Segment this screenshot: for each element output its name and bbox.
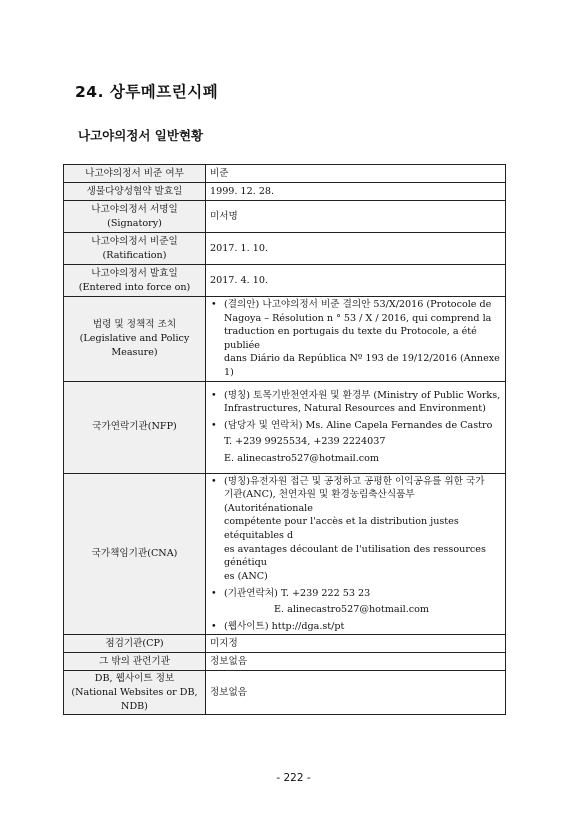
label-ko: DB, 웹사이트 정보 xyxy=(94,673,175,685)
table-row-ratification xyxy=(64,233,506,265)
row-value: 미서명 xyxy=(206,201,506,233)
section-title: 나고야의정서 일반현황 xyxy=(78,128,204,143)
label-en: (Ratification) xyxy=(102,249,167,261)
label-en: (National Websites or DB, NDB) xyxy=(71,686,198,712)
row-value: 2017. 1. 10. xyxy=(206,233,506,265)
row-label xyxy=(64,297,206,382)
table-row-legislative xyxy=(64,297,506,382)
list-item: • (명칭) 토목기반천연자원 및 환경부 (Ministry of Public Works, Infrastructures, Natural Resources and Environment) xyxy=(210,389,501,416)
table-row-status xyxy=(64,165,506,183)
row-value xyxy=(206,473,506,635)
label-ko: 나고야의정서 서명일 xyxy=(91,203,178,215)
nfp-email: E. alinecastro527@hotmail.com xyxy=(224,453,380,465)
row-label: 나고야의정서 비준 여부 xyxy=(64,165,206,183)
table-row-cp xyxy=(64,635,506,653)
label-en: (Signatory) xyxy=(107,217,162,229)
page-number: - 222 - xyxy=(276,772,311,784)
label-en: (Legislative and Policy xyxy=(79,333,190,345)
row-label: 국가연락기관(NFP) xyxy=(64,381,206,473)
row-label xyxy=(64,265,206,297)
row-label xyxy=(64,671,206,715)
row-label: 국가책임기관(CNA) xyxy=(64,473,206,635)
list-item: • (담당자 및 연락처) Ms. Aline Capela Fernandes de Castro xyxy=(210,419,501,433)
table-row-signatory xyxy=(64,201,506,233)
row-value: 2017. 4. 10. xyxy=(206,265,506,297)
row-label: 그 밖의 관련기관 xyxy=(64,653,206,671)
nfp-phone: T. +239 9925534, +239 2224037 xyxy=(224,436,386,448)
list-item: • (기관연락처) T. +239 222 53 23 xyxy=(210,587,501,601)
table-row-nfp xyxy=(64,381,506,473)
table-row-entry xyxy=(64,265,506,297)
row-value: 비준 xyxy=(206,165,506,183)
label-ko: 나고야의정서 비준일 xyxy=(91,235,178,247)
ratification-info-table xyxy=(63,164,506,715)
row-value xyxy=(206,381,506,473)
cna-email: E. alinecastro527@hotmail.com xyxy=(274,604,430,616)
table-row-other xyxy=(64,653,506,671)
table-row-cbd xyxy=(64,183,506,201)
row-label xyxy=(64,201,206,233)
label-en: (Entered into force on) xyxy=(78,281,191,293)
row-value: 미지정 xyxy=(206,635,506,653)
list-item: • (명칭)유전자원 접근 및 공정하고 공평한 이익공유를 위한 국가 기관(ANC), 천연자원 및 환경농림축산식품부(Autoriténationale compétente pour l'accès et la distribution justes etéquitables d es avantages découlant de l'utilisation des ressources génétiqu es (ANC) xyxy=(210,475,501,584)
row-value: 1999. 12. 28. xyxy=(206,183,506,201)
chapter-title: 24. 상투메프린시페 xyxy=(75,83,219,101)
row-label: 생물다양성협약 발효일 xyxy=(64,183,206,201)
list-item: • (결의안) 나고야의정서 비준 결의안 53/X/2016 (Protocole de Nagoya – Résolution n ° 53 / X / 2016, qui comprend la traduction en portugais du texte du Protocole, a été publiée dans Diário da República Nº 193 de 19/12/2016 (Annexe 1) xyxy=(210,298,501,380)
label-en: Measure) xyxy=(111,346,158,358)
list-item: • (웹사이트) http://dga.st/pt xyxy=(210,620,501,634)
table-row-db xyxy=(64,671,506,715)
label-ko: 법령 및 정책적 조치 xyxy=(92,319,177,331)
table-row-cna xyxy=(64,473,506,635)
row-value xyxy=(206,297,506,382)
label-ko: 나고야의정서 발효일 xyxy=(91,267,178,279)
row-value: 정보없음 xyxy=(206,653,506,671)
row-label xyxy=(64,233,206,265)
row-label: 점검기관(CP) xyxy=(64,635,206,653)
row-value: 정보없음 xyxy=(206,671,506,715)
